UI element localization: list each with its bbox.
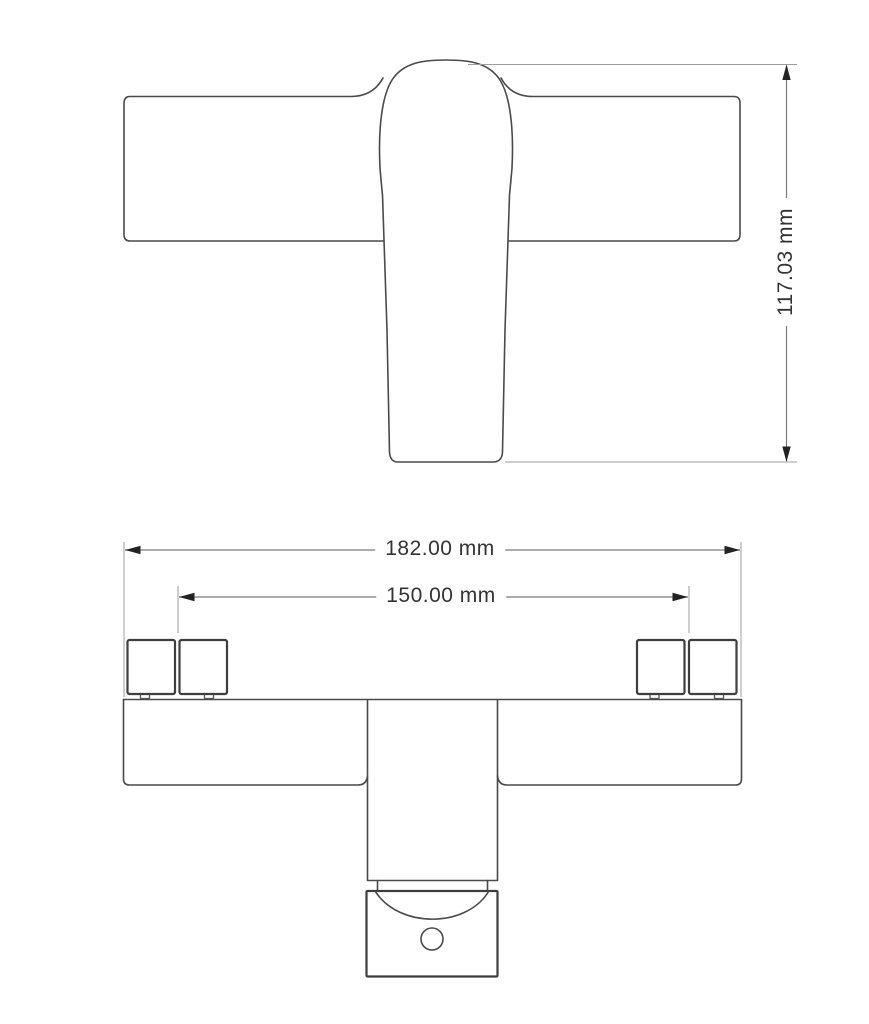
- left-connector-square-a: [128, 640, 176, 694]
- spout-column-mask: [369, 701, 497, 881]
- handle-lever-outline: [380, 60, 513, 462]
- left-connector-block: [128, 640, 228, 699]
- overall-width-dimension-label: 182.00 mm: [375, 536, 505, 562]
- height-dimension: [468, 65, 797, 463]
- plan-bar-left-outline: [124, 700, 368, 786]
- left-connector-square-b: [180, 640, 228, 694]
- height-arrow-down: [782, 447, 790, 463]
- height-dimension-label: 117.03 mm: [773, 198, 799, 326]
- front-view: [124, 60, 740, 462]
- spout-column: [368, 701, 498, 892]
- right-connector-square-b: [689, 640, 737, 694]
- right-connector-square-a: [637, 640, 685, 694]
- spacing-arrow-left: [179, 593, 195, 601]
- front-bar-left-outline: [124, 78, 385, 241]
- spout-head: [367, 891, 498, 977]
- width-arrow-left: [125, 546, 141, 554]
- plan-bar-right-outline: [498, 700, 742, 786]
- front-bar-right-outline: [501, 78, 740, 241]
- connection-spacing-dimension-label: 150.00 mm: [376, 583, 506, 609]
- right-connector-block: [637, 640, 737, 699]
- spout-neck-lines: [378, 881, 488, 892]
- height-arrow-up: [782, 65, 790, 81]
- width-arrow-right: [725, 546, 741, 554]
- spacing-arrow-right: [673, 593, 689, 601]
